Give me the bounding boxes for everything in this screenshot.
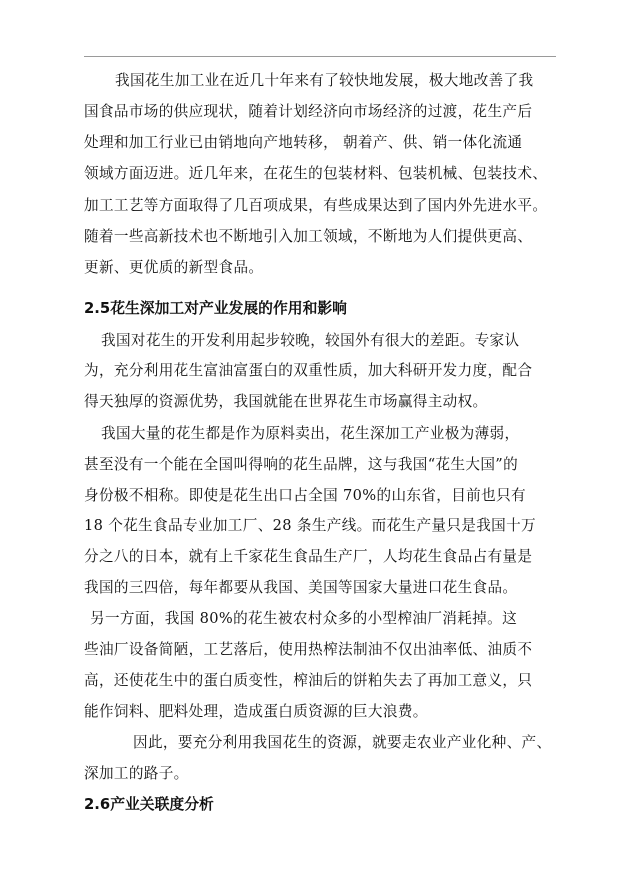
- paragraph-line: 更新、更优质的新型食品。: [84, 259, 264, 276]
- paragraph-line: 随着一些高新技术也不断地引入加工领域，不断地为人们提供更高、: [84, 228, 533, 245]
- paragraph-line: 领域方面迈进。近几年来，在花生的包装材料、包装机械、包装技术、: [84, 165, 548, 182]
- paragraph-line: 国食品市场的供应现状，随着计划经济向市场经济的过渡，花生产后: [84, 103, 533, 120]
- paragraph-line: 得天独厚的资源优势，我国就能在世界花生市场赢得主动权。: [84, 393, 488, 410]
- paragraph-line: 我国花生加工业在近几十年来有了较快地发展，极大地改善了我: [115, 72, 534, 89]
- paragraph-line: 我国对花生的开发利用起步较晚，较国外有很大的差距。专家认: [101, 332, 520, 349]
- paragraph-line: 处理和加工行业已由销地向产地转移， 朝着产、供、销一体化流通: [84, 134, 523, 151]
- paragraph-line: 我国大量的花生都是作为原料卖出，花生深加工产业极为薄弱，: [101, 425, 520, 442]
- header-rule: [84, 56, 556, 57]
- paragraph-line: 深加工的路子。: [84, 765, 189, 782]
- paragraph-line: 因此，要充分利用我国花生的资源，就要走农业产业化种、产、: [133, 734, 552, 751]
- paragraph-line: 另一方面，我国 80%的花生被农村众多的小型榨油厂消耗掉。这: [90, 610, 518, 627]
- paragraph-line: 些油厂设备简陋，工艺落后，使用热榨法制油不仅出油率低、油质不: [84, 641, 533, 658]
- paragraph-line: 我国的三四倍，每年都要从我国、美国等国家大量进口花生食品。: [84, 579, 518, 596]
- paragraph-line: 能作饲料、肥料处理，造成蛋白质资源的巨大浪费。: [84, 703, 428, 720]
- paragraph-line: 甚至没有一个能在全国叫得响的花生品牌，这与我国“花生大国”的: [84, 456, 519, 473]
- section-heading-2-5: 2.5花生深加工对产业发展的作用和影响: [84, 300, 347, 317]
- paragraph-line: 18 个花生食品专业加工厂、28 条生产线。而花生产量只是我国十万: [84, 517, 537, 534]
- section-heading-2-6: 2.6产业关联度分析: [84, 796, 214, 813]
- paragraph-line: 加工工艺等方面取得了几百项成果，有些成果达到了国内外先进水平。: [84, 197, 548, 214]
- paragraph-line: 为，充分利用花生富油富蛋白的双重性质，加大科研开发力度，配合: [84, 362, 533, 379]
- paragraph-line: 身份极不相称。即使是花生出口占全国 70%的山东省，目前也只有: [84, 487, 526, 504]
- paragraph-line: 高，还使花生中的蛋白质变性，榨油后的饼粕失去了再加工意义，只: [84, 672, 533, 689]
- paragraph-line: 分之八的日本，就有上千家花生食品生产厂，人均花生食品占有量是: [84, 548, 533, 565]
